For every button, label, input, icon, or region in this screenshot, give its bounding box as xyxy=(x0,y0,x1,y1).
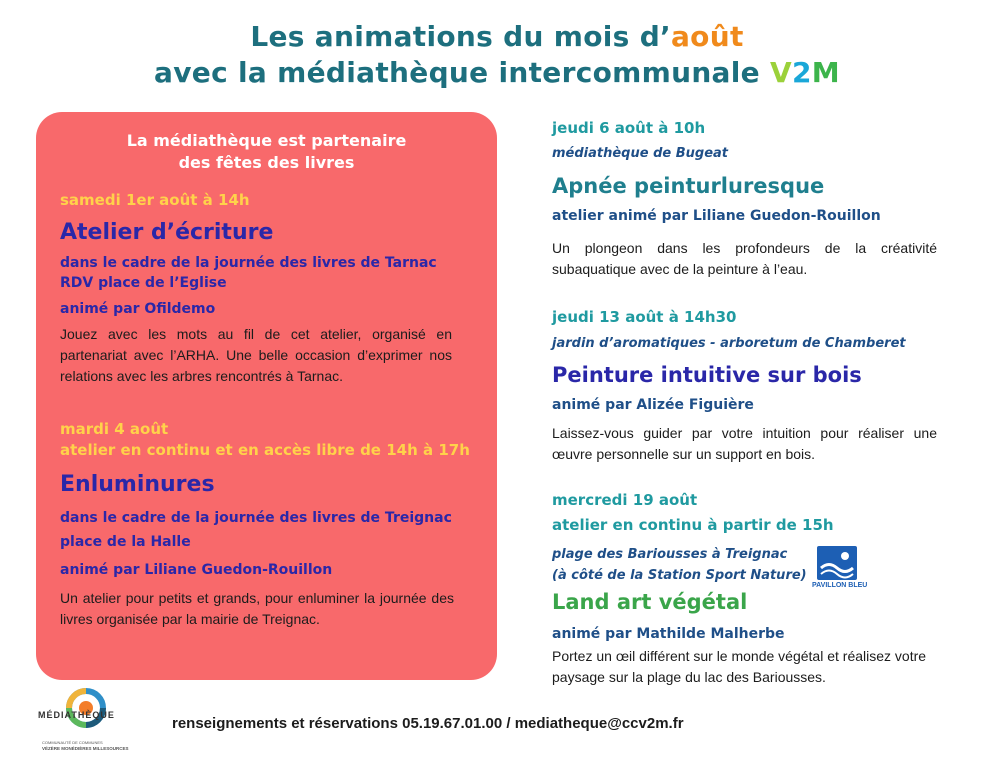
panel-header-line1: La médiathèque est partenaire xyxy=(126,131,407,150)
event-animator: animé par Liliane Guedon-Rouillon xyxy=(60,562,333,578)
title-sub: avec la médiathèque intercommunale xyxy=(154,56,770,89)
mediatheque-logo xyxy=(36,688,136,758)
title-month: août xyxy=(670,20,744,53)
event-location: jardin d’aromatiques - arboretum de Chamberet xyxy=(552,336,906,351)
event-date: jeudi 13 août à 14h30 xyxy=(552,308,737,326)
brand-v: V xyxy=(770,56,792,89)
event-title: Peinture intuitive sur bois xyxy=(552,363,862,387)
pavillon-bleu-badge xyxy=(812,546,868,592)
event-title: Apnée peinturluresque xyxy=(552,174,825,198)
event-time: atelier en continu et en accès libre de 14h à 17h xyxy=(60,441,470,459)
logo-sub1: COMMUNAUTÉ DE COMMUNES xyxy=(42,740,103,745)
event-info: place de la Halle xyxy=(60,534,191,550)
event-info: dans le cadre de la journée des livres de Treignac xyxy=(60,510,452,526)
logo-sub2: VÉZÈRE MONÉDIÈRES MILLESOURCES xyxy=(42,746,129,751)
page-title-line1 xyxy=(0,20,994,53)
event-animator: animé par Alizée Figuière xyxy=(552,397,754,413)
event-title: Enluminures xyxy=(60,472,215,497)
event-date: mercredi 19 août xyxy=(552,491,698,509)
event-location: médiathèque de Bugeat xyxy=(552,146,729,161)
event-animator: animé par Mathilde Malherbe xyxy=(552,626,785,642)
event-animator: animé par Ofildemo xyxy=(60,301,216,317)
pavillon-bleu-icon xyxy=(817,546,857,580)
brand-2: 2 xyxy=(791,56,812,89)
event-title: Atelier d’écriture xyxy=(60,220,274,245)
badge-label: PAVILLON BLEU xyxy=(812,582,868,589)
event-description: Laissez-vous guider par votre intuition pour réaliser une œuvre personnelle sur un support en bois. xyxy=(552,425,937,462)
event-info: dans le cadre de la journée des livres de Tarnac xyxy=(60,255,437,271)
event-description: Jouez avec les mots au fil de cet atelier, organisé en partenariat avec l’ARHA. Une belle occasion d’exprimer nos relations avec les arbres rencontrés à Tarnac. xyxy=(60,326,452,384)
event-date: samedi 1er août à 14h xyxy=(60,191,250,209)
event-animator: atelier animé par Liliane Guedon-Rouillon xyxy=(552,208,881,224)
brand-m: M xyxy=(811,56,840,89)
event-description: Portez un œil différent sur le monde végétal et réalisez votre paysage sur la plage du lac des Bariousses. xyxy=(552,648,927,685)
partner-panel xyxy=(36,112,497,680)
event-title: Land art végétal xyxy=(552,590,748,614)
panel-header-line2: des fêtes des livres xyxy=(178,153,355,172)
contact-info: renseignements et réservations 05.19.67.01.00 / mediatheque@ccv2m.fr xyxy=(172,715,684,732)
event-location: (à côté de la Station Sport Nature) xyxy=(552,568,807,583)
event-description: Un plongeon dans les profondeurs de la créativité subaquatique avec de la peinture à l’eau. xyxy=(552,240,937,277)
event-date: jeudi 6 août à 10h xyxy=(552,119,706,137)
event-date: mardi 4 août xyxy=(60,420,169,438)
logo-name: MÉDIATHÈQUE xyxy=(38,710,115,720)
event-time: atelier en continu à partir de 15h xyxy=(552,516,834,534)
page-title-line2 xyxy=(0,56,994,89)
event-info: RDV place de l’Eglise xyxy=(60,275,227,291)
event-location: plage des Bariousses à Treignac xyxy=(552,547,788,562)
title-main: Les animations du mois d’ xyxy=(250,20,671,53)
event-description: Un atelier pour petits et grands, pour enluminer la journée des livres organisée par la mairie de Treignac. xyxy=(60,590,454,627)
